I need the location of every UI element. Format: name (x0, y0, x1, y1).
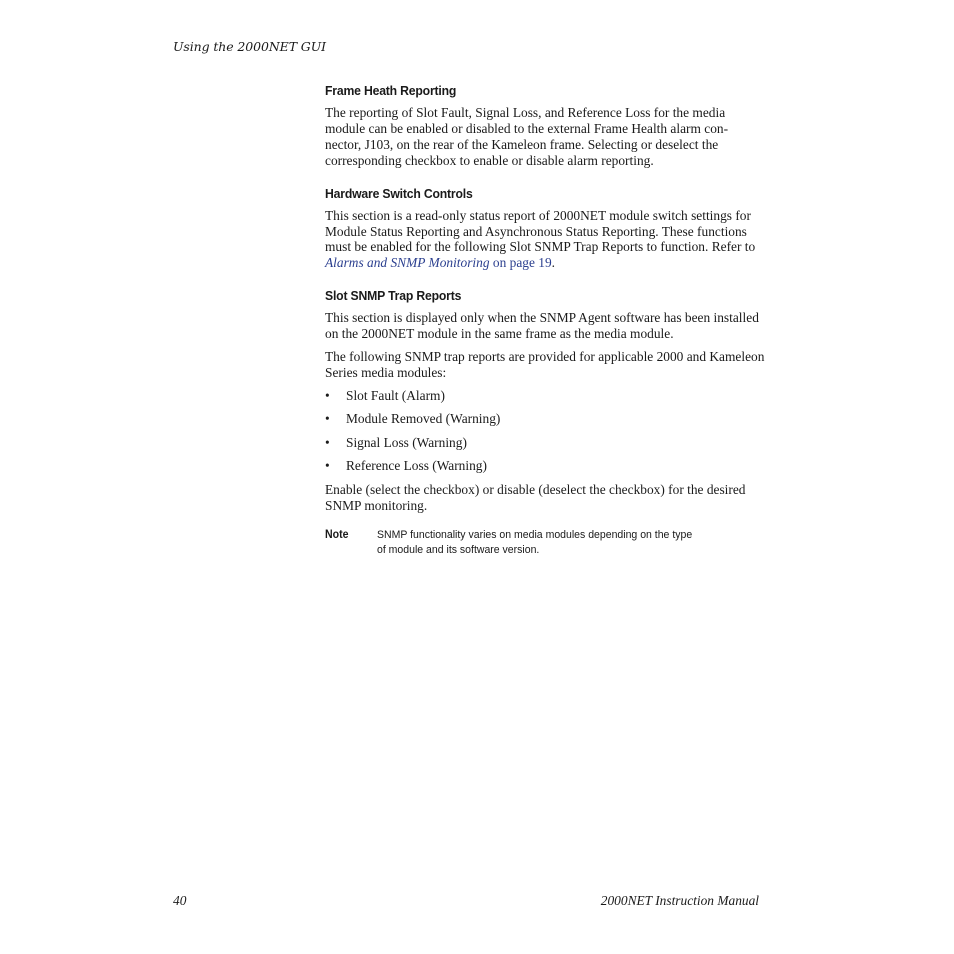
section-heading: Hardware Switch Controls (325, 185, 473, 201)
list-item-text: Signal Loss (Warning) (346, 434, 467, 450)
link-page: on page 19 (489, 255, 552, 271)
section-slot-snmp-trap-reports (325, 288, 765, 557)
bullet-glyph: • (325, 458, 330, 474)
section-paragraph (325, 208, 765, 272)
list-item (325, 411, 765, 427)
section-heading: Frame Heath Reporting (325, 83, 457, 98)
section-paragraph: Enable (select the checkbox) or disable (deselect the checkbox) for the desired SNMP monitoring. (325, 481, 746, 513)
bullet-glyph: • (325, 434, 330, 450)
section-paragraph: The reporting of Slot Fault, Signal Loss, and Reference Loss for the media module can be enabled or disabled to the external Frame Health alarm con- nector, J103, on the rear of the Kameleon frame. Selecting or deselect the corresponding checkbox to enable or disable alarm reporting. (325, 105, 729, 168)
bullet-glyph: • (325, 411, 330, 427)
paragraph-text-end: . (551, 255, 556, 271)
section-frame-health-reporting (325, 83, 765, 169)
note-block (325, 528, 765, 558)
section-paragraph: This section is displayed only when the SNMP Agent software has been installed on the 2000NET module in the same frame as the media module. (325, 310, 759, 342)
section-paragraph: The following SNMP trap reports are provided for applicable 2000 and Kameleon Series media modules: (325, 349, 765, 380)
list-item (325, 435, 765, 451)
manual-title: 2000NET Instruction Manual (600, 893, 759, 908)
paragraph-text: This section is a read-only status report of 2000NET module switch settings for Module Status Reporting and Asynchronous Status Reporting. These functions must be enabled for the following Slot SNMP Trap Reports to function. Refer to (325, 207, 756, 255)
trap-report-list (325, 388, 765, 474)
section-hardware-switch-controls (325, 186, 765, 272)
list-item-text: Module Removed (Warning) (346, 411, 501, 427)
running-head: Using the 2000NET GUI (173, 39, 326, 54)
bullet-glyph: • (325, 387, 330, 403)
page-content (325, 83, 765, 558)
link-title: Alarms and SNMP Monitoring (325, 255, 490, 271)
cross-reference-link[interactable] (325, 255, 552, 270)
list-item-text: Slot Fault (Alarm) (346, 387, 445, 403)
section-heading: Slot SNMP Trap Reports (325, 288, 462, 304)
note-text: SNMP functionality varies on media modules depending on the type of module and its software version. (377, 528, 693, 556)
list-item (325, 458, 765, 474)
list-item-text: Reference Loss (Warning) (346, 458, 487, 474)
note-label: Note (325, 528, 349, 541)
page-number: 40 (173, 893, 187, 908)
list-item (325, 388, 765, 404)
